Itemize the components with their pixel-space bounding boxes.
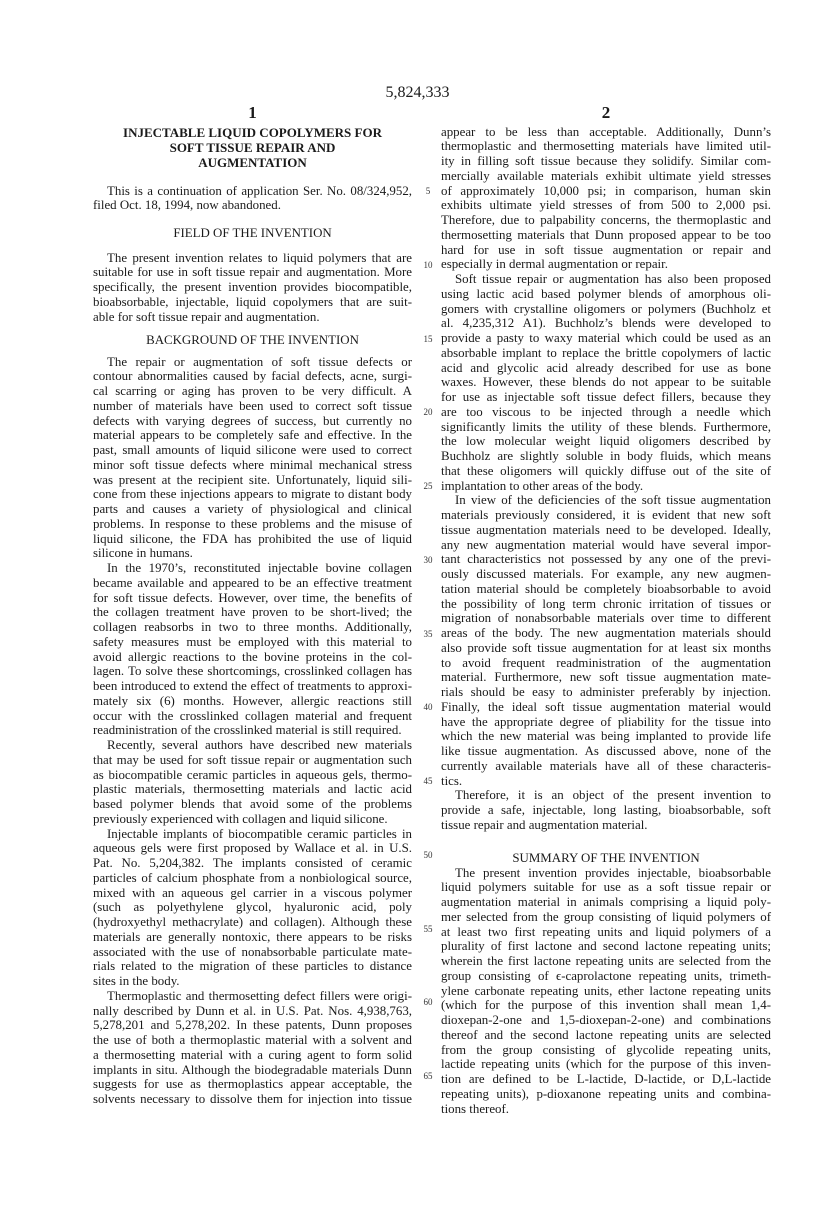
text-line: Thermoplastic and thermosetting defect fillers were origi- bbox=[107, 988, 412, 1003]
text-line: gomers with crystalline oligomers or polymers (Buchholz et bbox=[441, 301, 771, 316]
text-line: suitable for use in soft tissue repair and augmentation. More bbox=[93, 265, 412, 280]
text-line: implantation to other areas of the body. bbox=[441, 478, 644, 493]
text-line: suggests for use as thermoplastics appear acceptable, the bbox=[93, 1077, 412, 1092]
text-line: 5,278,201 and 5,278,202. In these patents, Dunn proposes bbox=[93, 1018, 412, 1033]
text-line: contour abnormalities caused by facial defects, acne, surgi- bbox=[93, 369, 412, 384]
text-line: readministration of the crosslinked material is still required. bbox=[93, 723, 402, 738]
text-line: provide a pasty to waxy material which could be used as an bbox=[441, 331, 771, 346]
text-line: wherein the first lactone repeating units are selected from the bbox=[441, 954, 771, 969]
text-line: a thermosetting material with a curing agent to form solid bbox=[93, 1047, 412, 1062]
paragraph bbox=[93, 827, 412, 989]
paragraph bbox=[441, 272, 771, 493]
text-line: was present at the recipient site. Unfortunately, liquid sili- bbox=[93, 472, 412, 487]
text-line: past, small amounts of liquid silicone were used to correct bbox=[93, 443, 412, 457]
patent-title bbox=[93, 125, 412, 170]
text-line: tation material should be completely bioabsorbable to avoid bbox=[441, 581, 771, 596]
text-line: nally described by Dunn et al. in U.S. Pat. Nos. 4,938,763, bbox=[93, 1003, 412, 1018]
text-line: Therefore, due to palpability concerns, the thermoplastic and bbox=[441, 213, 771, 228]
text-line: absorbable implant to replace the brittle copolymers of lactic bbox=[441, 345, 771, 360]
text-line: dioxepan-2-one and 1,5-dioxepan-2-one) and combinations bbox=[441, 1013, 771, 1028]
text-line: Recently, several authors have described new materials bbox=[107, 738, 412, 752]
text-line: rials related to the migration of these particles to distance bbox=[93, 959, 412, 974]
summary-section bbox=[441, 866, 771, 1117]
text-line: the use of both a thermoplastic material with a solvent and bbox=[93, 1033, 412, 1047]
line-number-marker: 50 bbox=[423, 849, 433, 860]
text-line: Injectable implants of biocompatible ceramic particles in bbox=[107, 826, 412, 841]
text-line: that may be used for soft tissue repair or augmentation such bbox=[93, 752, 412, 767]
title-line: AUGMENTATION bbox=[198, 155, 307, 170]
line-number-marker: 30 bbox=[423, 554, 433, 565]
text-line: tion are defined to be L-lactide, D-lactide, or D,L-lactide bbox=[441, 1072, 771, 1087]
text-line: became available and appeared to be an effective treatment bbox=[93, 575, 412, 590]
title-line: SOFT TISSUE REPAIR AND bbox=[169, 140, 336, 155]
text-line: problems. In response to these problems and the misuse of bbox=[93, 516, 412, 531]
text-line: like tissue augmentation. As discussed above, none of the bbox=[441, 744, 771, 759]
text-line: (which for the purpose of this invention shall mean 1,4- bbox=[441, 998, 771, 1013]
line-number-marker: 25 bbox=[423, 481, 433, 491]
text-line: minor soft tissue defects where minimal mechanical stress bbox=[93, 457, 412, 472]
text-line: from the group consisting of glycolide repeating units, bbox=[441, 1042, 771, 1057]
line-number-marker: 65 bbox=[423, 1071, 433, 1081]
text-line: hard for use in soft tissue augmentation or repair and bbox=[441, 242, 771, 257]
text-line: thermosetting materials that Dunn proposed appear to be too bbox=[441, 227, 771, 242]
text-line: The present invention provides injectable, bioabsorbable bbox=[455, 865, 771, 880]
line-number-marker: 35 bbox=[423, 628, 433, 639]
text-line: for soft tissue defects. However, over time, the benefits of bbox=[93, 590, 412, 605]
continuation-paragraph bbox=[93, 184, 412, 214]
text-line: ously discussed materials. For example, any new augmen- bbox=[441, 567, 771, 582]
text-line: as biocompatible ceramic particles in aqueous gels, thermo- bbox=[93, 767, 412, 782]
column-number-2: 2 bbox=[601, 103, 611, 122]
text-line: significantly limits the utility of these blends. Furthermore, bbox=[441, 419, 771, 434]
text-line: al. 4,235,312 A1). Buchholz’s blends were developed to bbox=[441, 316, 771, 331]
text-line: rials should be easy to administer preferably by injection. bbox=[441, 685, 771, 700]
paragraph bbox=[441, 788, 771, 832]
text-line: liquid polymers suitable for use as a soft tissue repair or bbox=[441, 880, 771, 895]
text-line: thereof and the second lactone repeating units are selected bbox=[441, 1027, 771, 1042]
text-line: based polymer blends that avoid some of the problems bbox=[93, 797, 412, 811]
paragraph bbox=[93, 355, 412, 562]
background-continued bbox=[441, 125, 771, 833]
line-number-marker: 20 bbox=[423, 407, 433, 418]
column-number-1: 1 bbox=[248, 103, 257, 122]
paragraph bbox=[93, 561, 412, 738]
text-line: provide a safe, injectable, long lasting, bioabsorbable, soft bbox=[441, 803, 771, 818]
text-line: mixed with an aqueous gel carrier in a viscous polymer bbox=[93, 885, 412, 900]
text-line: avoid allergic reactions to the bovine proteins in the col- bbox=[93, 649, 412, 664]
text-line: liquid silicone, the FDA has prohibited the use of liquid bbox=[93, 531, 412, 546]
text-line: specifically, the present invention provides biocompatible, bbox=[93, 280, 412, 295]
field-paragraph bbox=[93, 251, 412, 325]
text-line: tant characteristics not possessed by any one of the previ- bbox=[441, 552, 771, 567]
text-line: of approximately 10,000 psi; in comparison, human skin bbox=[441, 183, 771, 198]
text-line: aqueous gels were first proposed by Wallace et al. in U.S. bbox=[93, 841, 412, 856]
background-section bbox=[93, 355, 412, 1107]
text-line: cone from these injections appears to migrate to distant body bbox=[93, 487, 412, 502]
text-line: thermoplastic and thermosetting materials have limited util- bbox=[441, 139, 771, 154]
text-line: especially in dermal augmentation or repair. bbox=[441, 257, 668, 272]
paragraph bbox=[93, 989, 412, 1107]
line-number-marker: 40 bbox=[423, 702, 433, 713]
text-line: mately six (6) months. However, allergic reactions still bbox=[93, 693, 412, 708]
text-line: materials are generally nontoxic, there appears to be risks bbox=[93, 929, 412, 944]
text-line: defects with varying degrees of success, but currently no bbox=[93, 413, 412, 428]
text-line: safety measures must be employed with this material to bbox=[93, 634, 412, 649]
text-line: are too viscous to be injected through a needle which bbox=[441, 404, 771, 419]
text-line: that these oligomers will quickly diffuse out of the site of bbox=[441, 463, 771, 478]
text-line: the possibility of long term chronic irritation of tissues or bbox=[441, 596, 771, 611]
text-line: Buchholz are slightly soluble in body fluids, which means bbox=[441, 449, 771, 464]
text-line: sites in the body. bbox=[93, 974, 180, 988]
line-number-marker: 15 bbox=[423, 333, 433, 344]
text-line: associated with the use of nonabsorbable particulate mate- bbox=[93, 944, 412, 959]
text-line: exhibits ultimate yield stresses of from 500 to 2,000 psi. bbox=[441, 198, 771, 213]
text-line: tissue augmentation materials need to be developed. Ideally, bbox=[441, 522, 771, 537]
text-line: In view of the deficiencies of the soft tissue augmentation bbox=[455, 493, 771, 508]
line-number-marker: 45 bbox=[423, 776, 433, 786]
text-line: repeating units), p-dioxanone repeating units and combina- bbox=[441, 1086, 771, 1101]
paragraph bbox=[441, 125, 771, 273]
text-line: tics. bbox=[441, 773, 463, 788]
line-number-marker: 55 bbox=[423, 923, 433, 934]
text-line: areas of the body. The new augmentation materials should bbox=[441, 626, 771, 641]
text-line: previously experienced with collagen and liquid silicone. bbox=[93, 811, 388, 826]
text-line: material appears to be completely safe and effective. In the bbox=[93, 428, 412, 443]
text-line: collagen reabsorbs in two to three months. Additionally, bbox=[93, 620, 412, 634]
text-line: number of materials have been used to correct soft tissue bbox=[93, 398, 412, 413]
text-line: lactide repeating units (which for the purpose of this inven- bbox=[441, 1057, 771, 1072]
text-line: Finally, the ideal soft tissue augmentation material would bbox=[441, 699, 771, 714]
text-line: In the 1970’s, reconstituted injectable bovine collagen bbox=[107, 561, 412, 575]
paragraph bbox=[441, 866, 771, 1117]
text-line: (such as polyethylene glycol, hyaluronic acid, poly bbox=[93, 900, 412, 915]
text-line: currently available materials have all of these characteris- bbox=[441, 758, 771, 773]
text-line: lagen. To solve these shortcomings, crosslinked collagen has bbox=[93, 664, 412, 679]
title-line: INJECTABLE LIQUID COPOLYMERS FOR bbox=[123, 125, 382, 140]
text-line: Therefore, it is an object of the present invention to bbox=[455, 788, 771, 803]
text-line: (hydroxyethyl methacrylate) and collagen). Although these bbox=[93, 915, 412, 929]
text-line: cal scarring or aging has proven to be very difficult. A bbox=[93, 384, 412, 398]
text-line: have the appropriate degree of pliability for the tissue into bbox=[441, 714, 771, 729]
text-line: group consisting of ϵ-caprolactone repeating units, trimeth- bbox=[441, 968, 771, 983]
paragraph bbox=[441, 493, 771, 788]
text-line: at least two first repeating units and liquid polymers of a bbox=[441, 924, 771, 939]
line-number-marker: 10 bbox=[423, 259, 433, 270]
text-line: been introduced to extend the effect of treatments to approxi- bbox=[93, 679, 412, 693]
paragraph bbox=[93, 738, 412, 827]
text-line: bioabsorbable, injectable, liquid copolymers that are suit- bbox=[93, 294, 412, 309]
text-line: which the new material was being implanted to provide life bbox=[441, 729, 771, 744]
text-line: the collagen treatment have proven to be short-lived; the bbox=[93, 605, 412, 620]
background-heading: BACKGROUND OF THE INVENTION bbox=[146, 332, 359, 347]
line-number-marker: 60 bbox=[423, 997, 433, 1008]
text-line: able for soft tissue repair and augmentation. bbox=[93, 309, 320, 324]
text-line: using lactic acid based polymer blends of amorphous oli- bbox=[441, 286, 771, 301]
text-line: mer selected from the group consisting of liquid polymers of bbox=[441, 909, 771, 924]
text-line: mercially available materials exhibit ultimate yield stresses bbox=[441, 168, 771, 183]
text-line: filed Oct. 18, 1994, now abandoned. bbox=[93, 198, 281, 213]
text-line: The present invention relates to liquid polymers that are bbox=[107, 250, 412, 265]
text-line: the low molecular weight liquid oligomers described by bbox=[441, 434, 771, 449]
text-line: augmentation material in animals comprising a liquid poly- bbox=[441, 895, 771, 910]
text-line: Pat. No. 5,204,382. The implants consisted of ceramic bbox=[93, 856, 412, 870]
text-line: plastic materials, thermosetting materials and lactic acid bbox=[93, 782, 412, 797]
text-line: to avoid frequent readministration of the augmentation bbox=[441, 655, 771, 670]
text-line: particles of calcium phosphate from a nonbiological source, bbox=[93, 870, 412, 885]
text-line: implants in situ. Although the biodegradable materials Dunn bbox=[93, 1062, 412, 1077]
text-line: ylene carbonate repeating units, ether lactone repeating units bbox=[441, 983, 771, 998]
text-line: appear to be less than acceptable. Additionally, Dunn’s bbox=[441, 124, 771, 139]
text-line: migration of nonabsorbable materials over time to different bbox=[441, 611, 771, 626]
text-line: material. Furthermore, new soft tissue augmentation mate- bbox=[441, 670, 771, 685]
patent-number: 5,824,333 bbox=[385, 84, 450, 101]
line-number-marker: 5 bbox=[425, 186, 431, 196]
text-line: The repair or augmentation of soft tissue defects or bbox=[107, 354, 412, 369]
text-line: parts and causes a variety of physiological and clinical bbox=[93, 502, 412, 516]
text-line: solvents necessary to dissolve them for injection into tissue bbox=[93, 1092, 412, 1106]
text-line: tissue repair and augmentation material. bbox=[441, 817, 648, 832]
text-line: occur with the crosslinked collagen material and frequent bbox=[93, 708, 412, 723]
text-line: tions thereof. bbox=[441, 1101, 510, 1116]
text-line: waxes. However, these blends do not appear to be suitable bbox=[441, 375, 771, 390]
text-line: Soft tissue repair or augmentation has also been proposed bbox=[455, 272, 771, 287]
summary-heading: SUMMARY OF THE INVENTION bbox=[512, 850, 700, 865]
text-line: materials previously considered, it is evident that new soft bbox=[441, 508, 771, 523]
field-heading: FIELD OF THE INVENTION bbox=[173, 226, 332, 240]
text-line: ity in filling soft tissue because they solidify. Similar com- bbox=[441, 154, 771, 169]
text-line: any new augmentation material would have several impor- bbox=[441, 537, 771, 552]
text-line: also provide soft tissue augmentation for at least six months bbox=[441, 640, 771, 655]
text-line: for use as injectable soft tissue defect fillers, because they bbox=[441, 390, 771, 405]
text-line: plurality of first lactone and second lactone repeating units; bbox=[441, 939, 771, 954]
text-line: silicone in humans. bbox=[93, 546, 193, 561]
text-line: This is a continuation of application Ser. No. 08/324,952, bbox=[107, 183, 412, 198]
text-line: acid and glycolic acid already described for use as bone bbox=[441, 360, 771, 375]
